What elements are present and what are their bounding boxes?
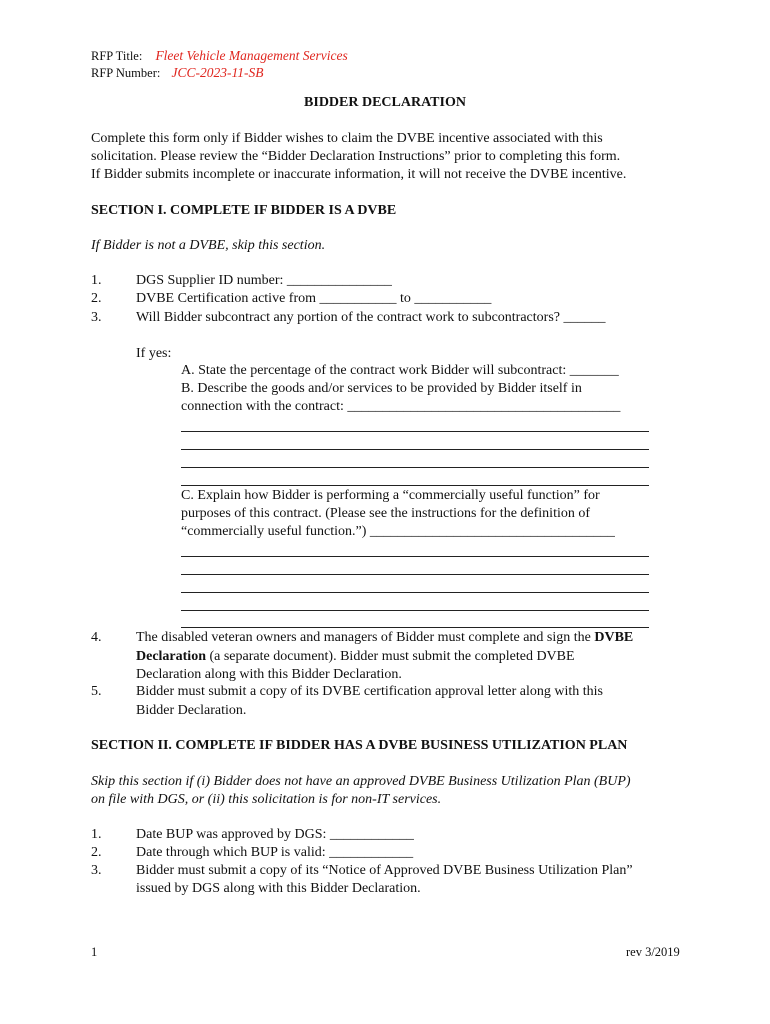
rfp-number-label: RFP Number: xyxy=(91,66,161,80)
section-2-note-line-2: on file with DGS, or (ii) this solicitation is for non-IT services. xyxy=(91,792,442,807)
section-1-heading: SECTION I. COMPLETE IF BIDDER IS A DVBE xyxy=(91,203,397,218)
page-title: BIDDER DECLARATION xyxy=(304,95,466,110)
revision-label: rev 3/2019 xyxy=(626,945,680,959)
answer-line xyxy=(181,556,649,557)
item-4-prefix: The disabled veteran owners and managers of Bidder must complete and sign the xyxy=(136,630,595,645)
sub-a-text: A. State the percentage of the contract work Bidder will subcontract: _______ xyxy=(181,363,619,378)
s1-item-4-line-1 xyxy=(136,630,633,646)
s2-item-2-num: 2. xyxy=(91,845,102,860)
section-2-note-line-1: Skip this section if (i) Bidder does not have an approved DVBE Business Utilization Plan (BUP) xyxy=(91,774,631,789)
answer-line xyxy=(181,485,649,486)
s2-item-3-num: 3. xyxy=(91,863,102,878)
rfp-title-value: Fleet Vehicle Management Services xyxy=(155,48,348,63)
answer-line xyxy=(181,467,649,468)
s1-item-4-num: 4. xyxy=(91,630,102,645)
s1-item-3-num: 3. xyxy=(91,310,102,325)
s1-item-5-line-2: Bidder Declaration. xyxy=(136,703,247,718)
answer-line xyxy=(181,610,649,611)
s2-item-3-text-2: issued by DGS along with this Bidder Declaration. xyxy=(136,881,421,896)
answer-line xyxy=(181,449,649,450)
item-4-rest: (a separate document). Bidder must submit the completed DVBE xyxy=(205,649,575,664)
s1-item-4-line-3: Declaration along with this Bidder Declaration. xyxy=(136,667,402,682)
answer-line xyxy=(181,592,649,593)
item-4-bold-dvbe: DVBE xyxy=(594,630,634,645)
s2-item-3-text: Bidder must submit a copy of its “Notice of Approved DVBE Business Utilization Plan” xyxy=(136,863,633,878)
s1-item-5-line-1: Bidder must submit a copy of its DVBE certification approval letter along with this xyxy=(136,684,603,699)
s2-item-1-num: 1. xyxy=(91,827,102,842)
sub-b-line-1: B. Describe the goods and/or services to be provided by Bidder itself in xyxy=(181,381,582,396)
s1-item-2-num: 2. xyxy=(91,291,102,306)
sub-b-line-2: connection with the contract: _______________________________________ xyxy=(181,399,621,414)
if-yes-label: If yes: xyxy=(136,346,172,361)
rfp-number-row xyxy=(91,65,263,81)
s2-item-1-text: Date BUP was approved by DGS: ____________ xyxy=(136,827,414,842)
page-number: 1 xyxy=(91,945,98,959)
rfp-title-label: RFP Title: xyxy=(91,49,143,63)
answer-line xyxy=(181,431,649,432)
s1-item-2-text: DVBE Certification active from ___________ to ___________ xyxy=(136,291,492,306)
s1-item-4-line-2 xyxy=(136,649,575,665)
rfp-title-row xyxy=(91,48,348,64)
s1-item-3-text: Will Bidder subcontract any portion of the contract work to subcontractors? ______ xyxy=(136,310,606,325)
intro-line-3: If Bidder submits incomplete or inaccurate information, it will not receive the DVBE incentive. xyxy=(91,167,627,182)
sub-c-line-1: C. Explain how Bidder is performing a “commercially useful function” for xyxy=(181,488,600,503)
intro-line-2: solicitation. Please review the “Bidder Declaration Instructions” prior to completing this form. xyxy=(91,149,621,164)
rfp-number-value: JCC-2023-11-SB xyxy=(171,65,264,80)
section-1-note: If Bidder is not a DVBE, skip this section. xyxy=(91,238,326,253)
sub-c-line-2: purposes of this contract. (Please see the instructions for the definition of xyxy=(181,506,591,521)
item-4-bold-declaration: Declaration xyxy=(136,649,206,664)
s2-item-2-text: Date through which BUP is valid: ____________ xyxy=(136,845,414,860)
s1-item-1-text: DGS Supplier ID number: _______________ xyxy=(136,273,392,288)
answer-line xyxy=(181,574,649,575)
s1-item-1-num: 1. xyxy=(91,273,102,288)
answer-line xyxy=(181,627,649,628)
intro-line-1: Complete this form only if Bidder wishes to claim the DVBE incentive associated with this xyxy=(91,131,603,146)
s1-item-5-num: 5. xyxy=(91,684,102,699)
section-2-heading: SECTION II. COMPLETE IF BIDDER HAS A DVBE BUSINESS UTILIZATION PLAN xyxy=(91,738,628,753)
sub-c-line-3: “commercially useful function.”) ___________________________________ xyxy=(181,524,615,539)
